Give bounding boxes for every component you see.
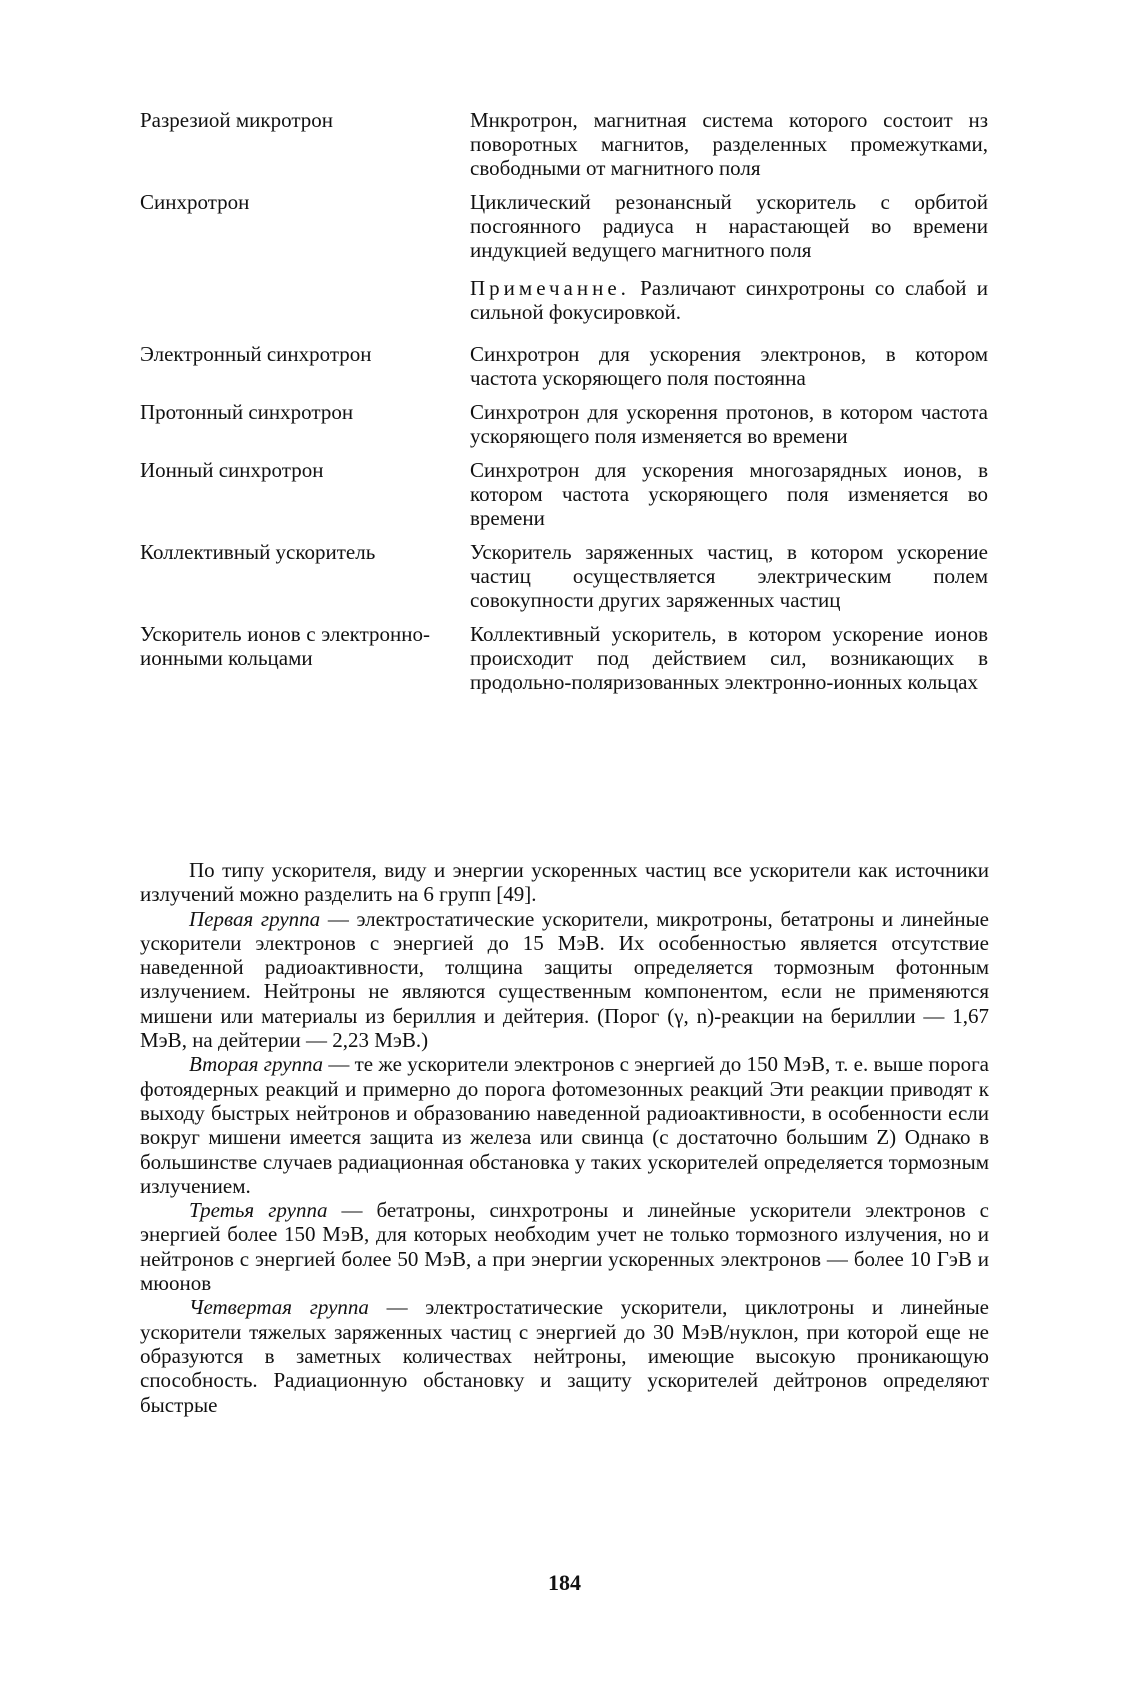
term-row [140,190,990,324]
term-definition-block [470,190,988,324]
term-definition: Мнкротрон, магнитная система которого состоит нз поворотных магнитов, разделенных промежутками, свободными от магнитного поля [470,108,988,180]
term-name: Коллективный ускоритель [140,540,376,564]
term-name: Протонный синхротрон [140,400,354,424]
group-name: Третья группа [189,1198,328,1223]
term-row [140,622,990,694]
page-number: 184 [548,1570,581,1595]
note-text: Различают синхротроны со слабой и сильной фокусировкой. [470,276,989,324]
paragraph-group-3 [140,1198,989,1295]
term-definition: Коллективный ускоритель, в котором ускорение ионов происходит под действием сил, возникающих в продольно-поляризованных электронно-ионных кольцах [470,622,988,694]
term-definition: Циклический резонансный ускоритель с орбитой посгоянного радиуса н нарастающей во времени индукцией ведущего магнитного поля [470,190,988,262]
paragraph-group-1 [140,907,989,1053]
terms-list [140,108,990,704]
term-definition: Синхротрон для ускорения электронов, в котором частота ускоряющего поля постоянна [470,342,988,390]
body-text [140,858,989,1417]
group-name: Четвертая группа [189,1295,369,1320]
term-row [140,400,990,448]
paragraph-text: По типу ускорителя, виду и энергии ускоренных частиц все ускорители как источники излучений можно разделить на 6 групп [49]. [140,858,989,907]
paragraph-group-2 [140,1052,989,1198]
paragraph-text: — те же ускорители электронов с энергией до 150 МэВ, т. е. выше порога фотоядерных реакций и примерно до порога фотомезонных реакций Эти реакции приводят к выходу быстрых нейтронов и образованию наведенной радиоактивности, в особенности если вокруг мишени имеется защита из железа или свинца (с достаточно большим Z) Однако в большинстве случаев радиационная обстановка у таких ускорителей определяется тормозным излучением. [140,1052,990,1198]
note [470,276,988,324]
term-name: Ионный синхротрон [140,458,324,482]
paragraph-text: — бетатроны, синхротроны и линейные ускорители электронов с энергией более 150 МэВ, для которых необходим учет не только тормозного излучения, но и нейтронов с энергией более 50 МэВ, а при энергии ускоренных электронов — более 10 ГэВ и мюонов [140,1198,990,1296]
term-row [140,458,990,530]
term-definition: Синхротрон для ускорення протонов, в котором частота ускоряющего поля изменяется во времени [470,400,988,448]
term-name: Синхротрон [140,190,250,214]
paragraph-text: — электростатические ускорители, циклотроны и линейные ускорители тяжелых заряженных частиц с энергией до 30 МэВ/нуклон, при которой еще не образуются в заметных количествах нейтроны, имеющие высокую проникающую способность. Радиационную обстановку и защиту ускорителей дейтронов определяют быстрые [140,1295,989,1417]
term-row [140,540,990,612]
paragraph-text: — электростатические ускорители, микротроны, бетатроны и линейные ускорители электронов с энергией до 15 МэВ. Их особенностью является отсутствие наведенной радиоактивности, толщина защиты определяется тормозным фотонным излучением. Нейтроны не являются существенным компонентом, если не применяются мишени или материалы из бериллия и дейтерия. (Порог (γ, n)-реакции на бериллии — 1,67 МэВ, на дейтерии — 2,23 МэВ.) [140,906,989,1053]
group-name: Первая группа [189,906,321,931]
term-name: Разрезиой микротрон [140,108,334,132]
term-definition: Синхротрон для ускорения многозарядных ионов, в котором частота ускоряющего поля изменяется во времени [470,458,988,530]
note-label: Примечанне. [470,276,630,300]
paragraph-group-4 [140,1295,989,1416]
paragraph-intro [140,858,989,907]
term-name: Электронный синхротрон [140,342,372,366]
term-definition: Ускоритель заряженных частиц, в котором ускорение частиц осуществляется электрическим полем совокупности других заряженных частиц [470,540,988,612]
term-row [140,108,990,180]
group-name: Вторая группа [189,1052,324,1077]
term-row [140,342,990,390]
term-name: Ускоритель ионов с электронно-ионными кольцами [140,622,430,670]
